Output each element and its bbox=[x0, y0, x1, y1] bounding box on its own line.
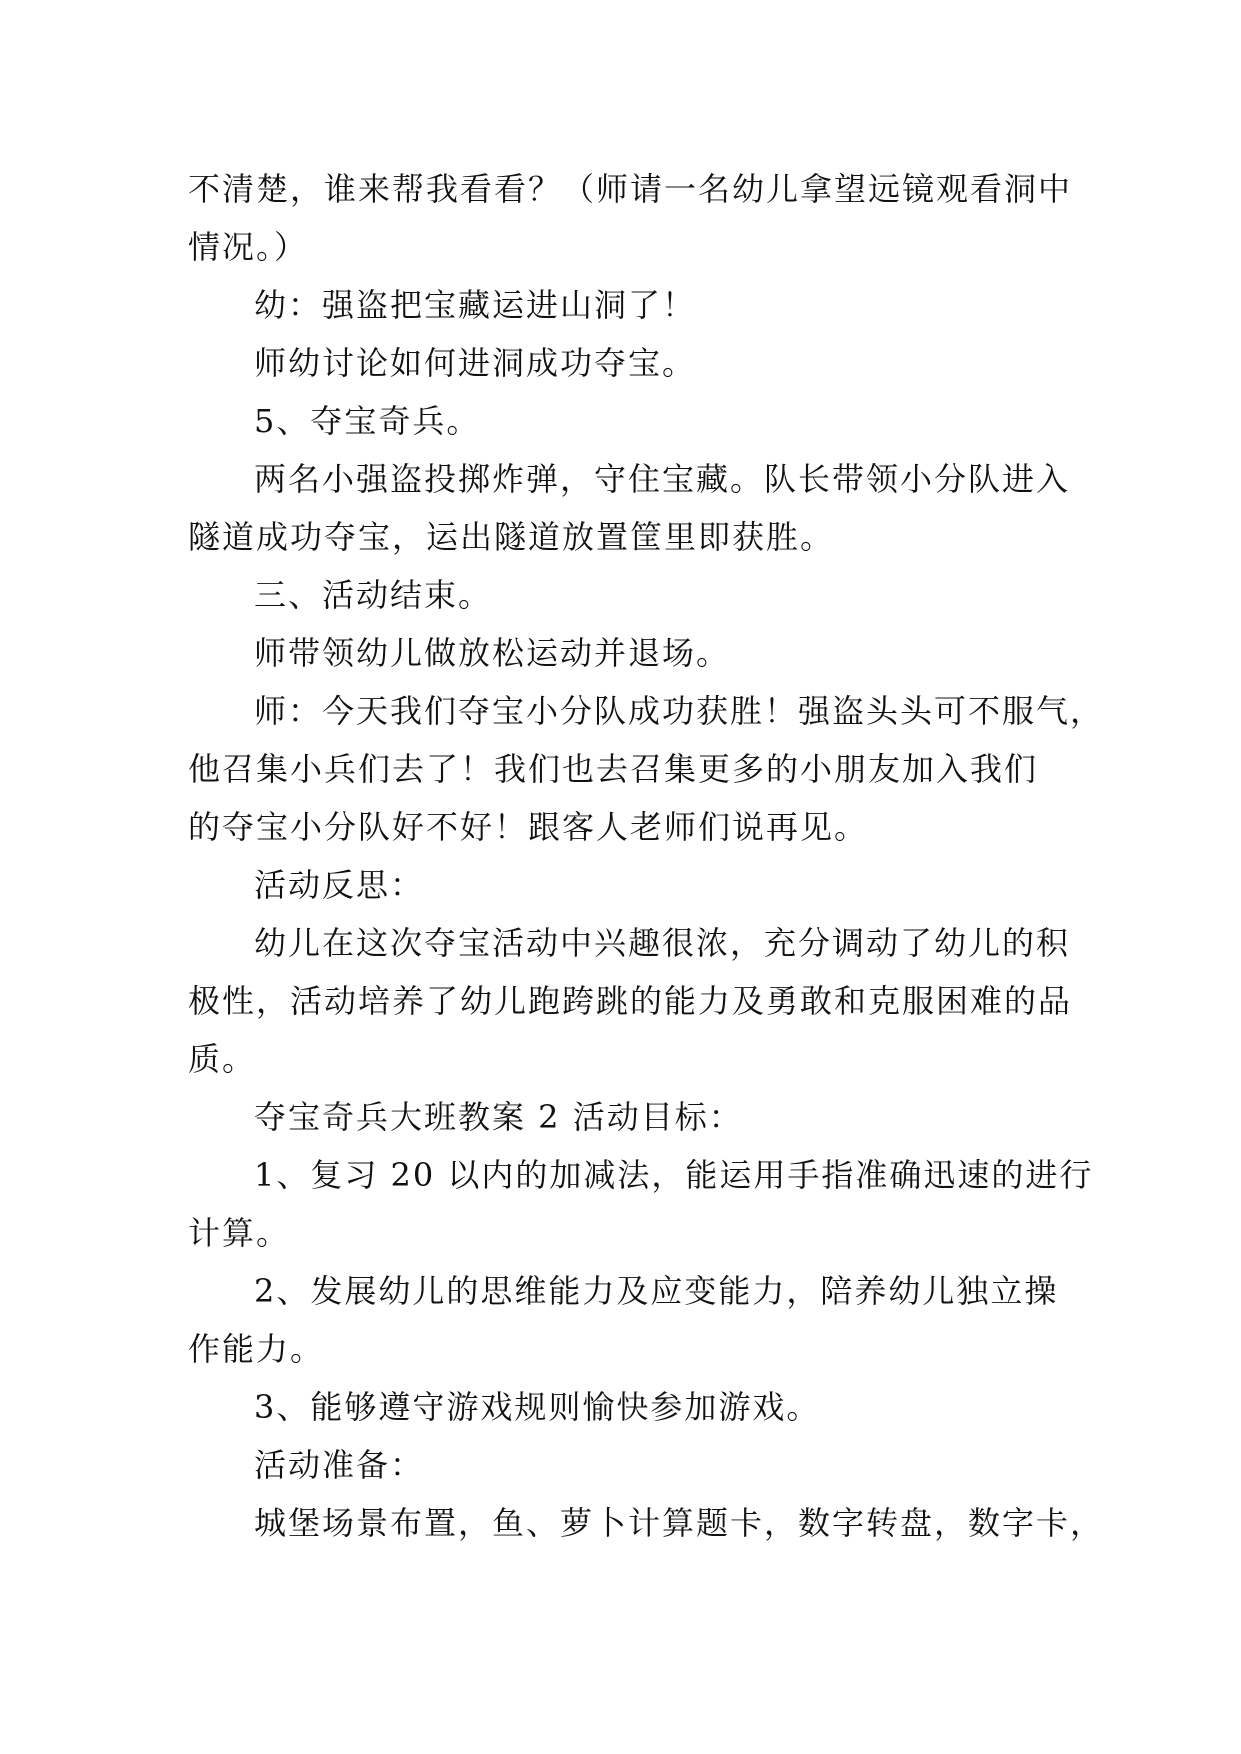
list-item: 3、能够遵守游戏规则愉快参加游戏。 bbox=[254, 1388, 821, 1426]
text-line: 计算。 bbox=[188, 1214, 291, 1252]
text-line: 的夺宝小分队好不好！跟客人老师们说再见。 bbox=[188, 808, 869, 846]
text-line: 师幼讨论如何进洞成功夺宝。 bbox=[254, 344, 697, 382]
text-line: 幼儿在这次夺宝活动中兴趣很浓，充分调动了幼儿的积 bbox=[254, 924, 1071, 962]
text-line: 隧道成功夺宝，运出隧道放置筐里即获胜。 bbox=[188, 518, 835, 556]
text-line: 师：今天我们夺宝小分队成功获胜！强盗头头可不服气， bbox=[254, 692, 1105, 730]
section-heading: 活动反思： bbox=[254, 866, 425, 904]
text-line: 质。 bbox=[188, 1040, 257, 1078]
text-line: 师带领幼儿做放松运动并退场。 bbox=[254, 634, 731, 672]
text-line: 城堡场景布置，鱼、萝卜计算题卡，数字转盘，数字卡， bbox=[254, 1504, 1105, 1542]
section-heading: 夺宝奇兵大班教案 2 活动目标： bbox=[254, 1098, 743, 1136]
text-line: 两名小强盗投掷炸弹，守住宝藏。队长带领小分队进入 bbox=[254, 460, 1071, 498]
list-item: 1、复习 20 以内的加减法，能运用手指准确迅速的进行 bbox=[254, 1156, 1094, 1194]
section-heading: 三、活动结束。 bbox=[254, 576, 493, 614]
list-item: 2、发展幼儿的思维能力及应变能力，陪养幼儿独立操 bbox=[254, 1272, 1059, 1310]
text-line: 不清楚，谁来帮我看看？（师请一名幼儿拿望远镜观看洞中 bbox=[188, 170, 1073, 208]
text-line: 作能力。 bbox=[188, 1330, 325, 1368]
document-body bbox=[188, 160, 1105, 1552]
text-line: 他召集小兵们去了！我们也去召集更多的小朋友加入我们 bbox=[188, 750, 1039, 788]
section-heading: 5、夺宝奇兵。 bbox=[254, 402, 481, 440]
section-heading: 活动准备： bbox=[254, 1446, 425, 1484]
text-line: 情况。） bbox=[188, 228, 309, 266]
text-line: 极性，活动培养了幼儿跑跨跳的能力及勇敢和克服困难的品 bbox=[188, 982, 1073, 1020]
text-line: 幼：强盗把宝藏运进山洞了！ bbox=[254, 286, 697, 324]
